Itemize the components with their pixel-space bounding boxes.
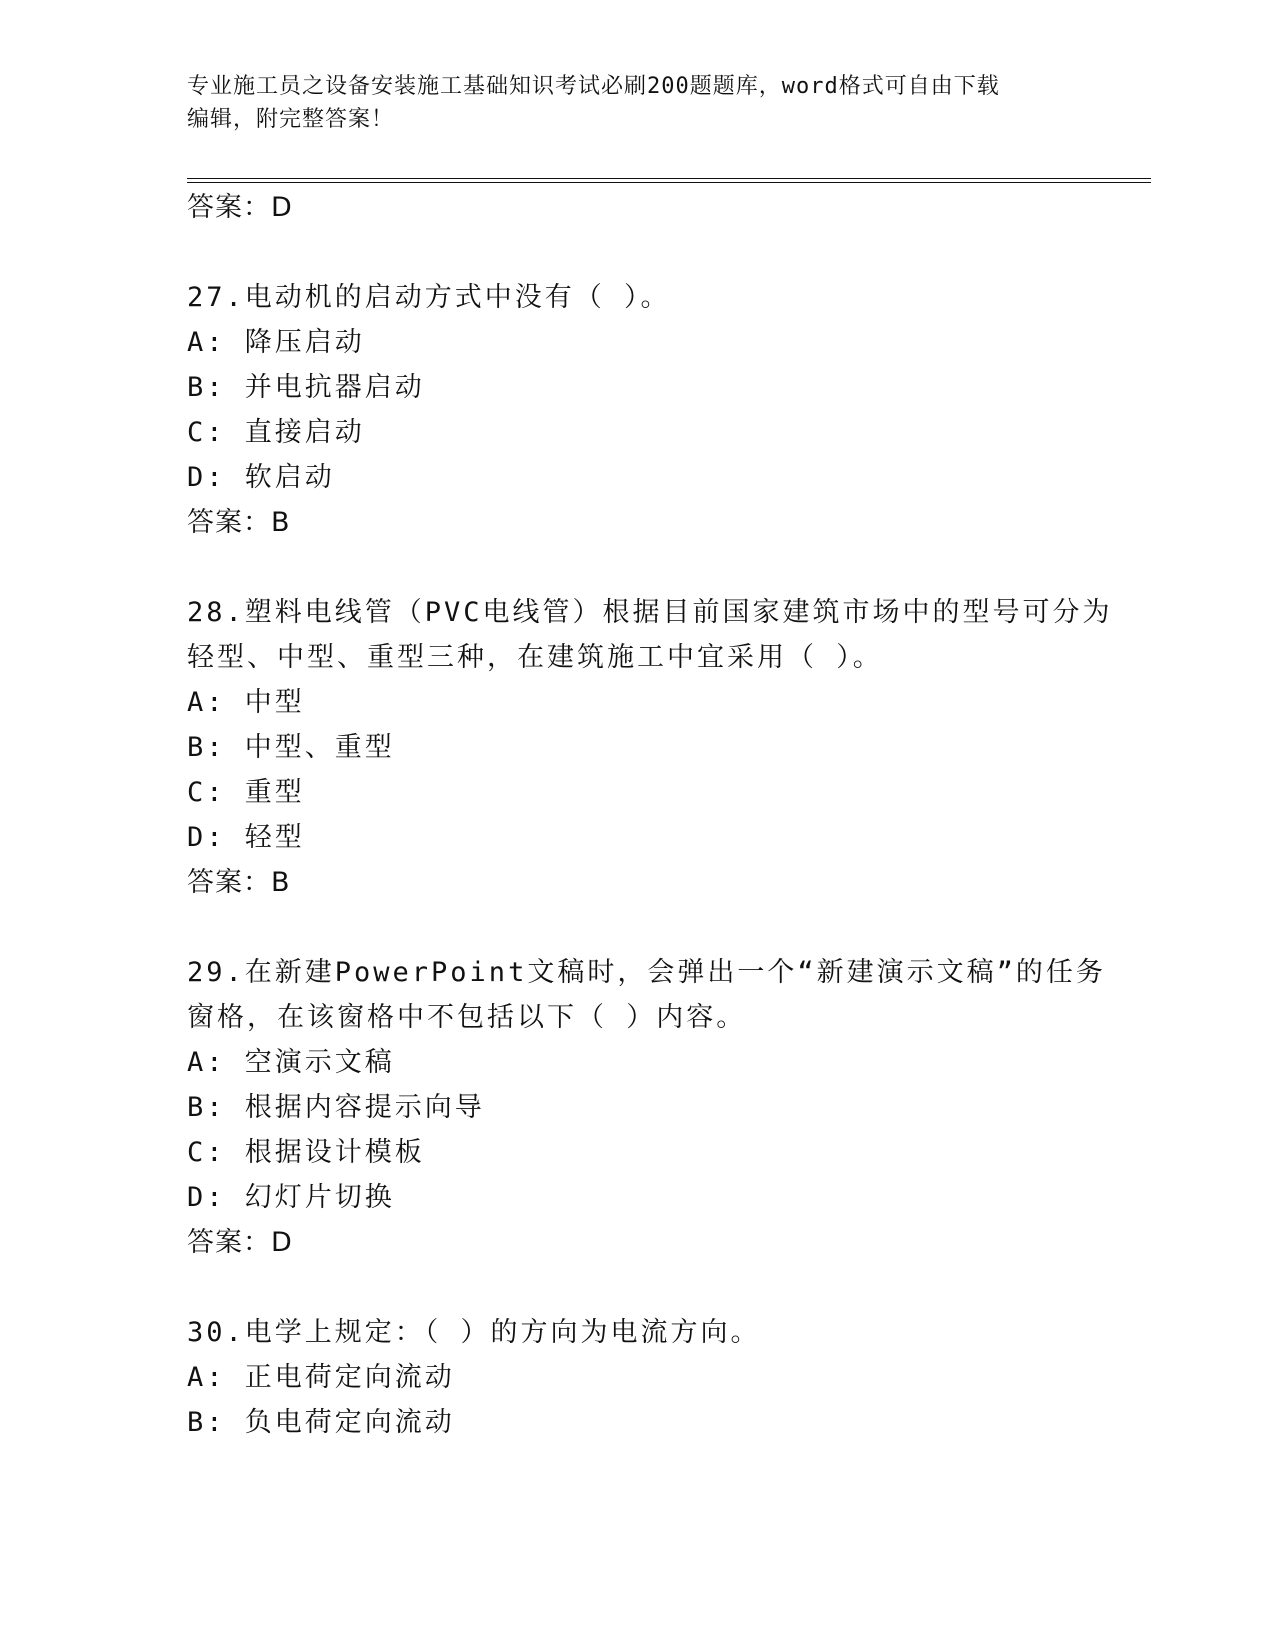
question-29-stem-line1: 29.在新建PowerPoint文稿时，会弹出一个“新建演示文稿”的任务 bbox=[187, 957, 1106, 988]
header-divider-bottom bbox=[187, 182, 1151, 183]
header-divider-top bbox=[187, 178, 1151, 179]
answer-26: 答案：D bbox=[187, 192, 293, 223]
question-27-option-a: A: 降压启动 bbox=[187, 327, 365, 358]
question-29-option-d: D: 幻灯片切换 bbox=[187, 1182, 395, 1213]
question-29-option-a: A: 空演示文稿 bbox=[187, 1047, 395, 1078]
document-header bbox=[187, 70, 1067, 136]
answer-27: 答案：B bbox=[187, 507, 291, 538]
question-27-option-b: B: 并电抗器启动 bbox=[187, 372, 425, 403]
question-29-option-b: B: 根据内容提示向导 bbox=[187, 1092, 485, 1123]
question-30-option-a: A: 正电荷定向流动 bbox=[187, 1362, 455, 1393]
question-28-option-c: C: 重型 bbox=[187, 777, 305, 808]
answer-28: 答案：B bbox=[187, 867, 291, 898]
answer-29: 答案：D bbox=[187, 1227, 293, 1258]
question-27-stem: 27.电动机的启动方式中没有（ ）。 bbox=[187, 282, 671, 313]
question-27-option-d: D: 软启动 bbox=[187, 462, 335, 493]
question-28-option-a: A: 中型 bbox=[187, 687, 305, 718]
question-30-option-b: B: 负电荷定向流动 bbox=[187, 1407, 455, 1438]
question-28-stem-line1: 28.塑料电线管（PVC电线管）根据目前国家建筑市场中的型号可分为 bbox=[187, 597, 1113, 628]
question-30-stem: 30.电学上规定：（ ）的方向为电流方向。 bbox=[187, 1317, 761, 1348]
question-28-option-d: D: 轻型 bbox=[187, 822, 305, 853]
question-29-stem-line2: 窗格，在该窗格中不包括以下（ ）内容。 bbox=[187, 1002, 747, 1033]
question-29-option-c: C: 根据设计模板 bbox=[187, 1137, 425, 1168]
header-title-line2: 编辑，附完整答案！ bbox=[187, 107, 395, 132]
question-28-option-b: B: 中型、重型 bbox=[187, 732, 395, 763]
question-27-option-c: C: 直接启动 bbox=[187, 417, 365, 448]
question-28-stem-line2: 轻型、中型、重型三种，在建筑施工中宜采用（ ）。 bbox=[187, 642, 883, 673]
header-title-line1: 专业施工员之设备安装施工基础知识考试必刷200题题库，word格式可自由下载 bbox=[187, 74, 1000, 99]
